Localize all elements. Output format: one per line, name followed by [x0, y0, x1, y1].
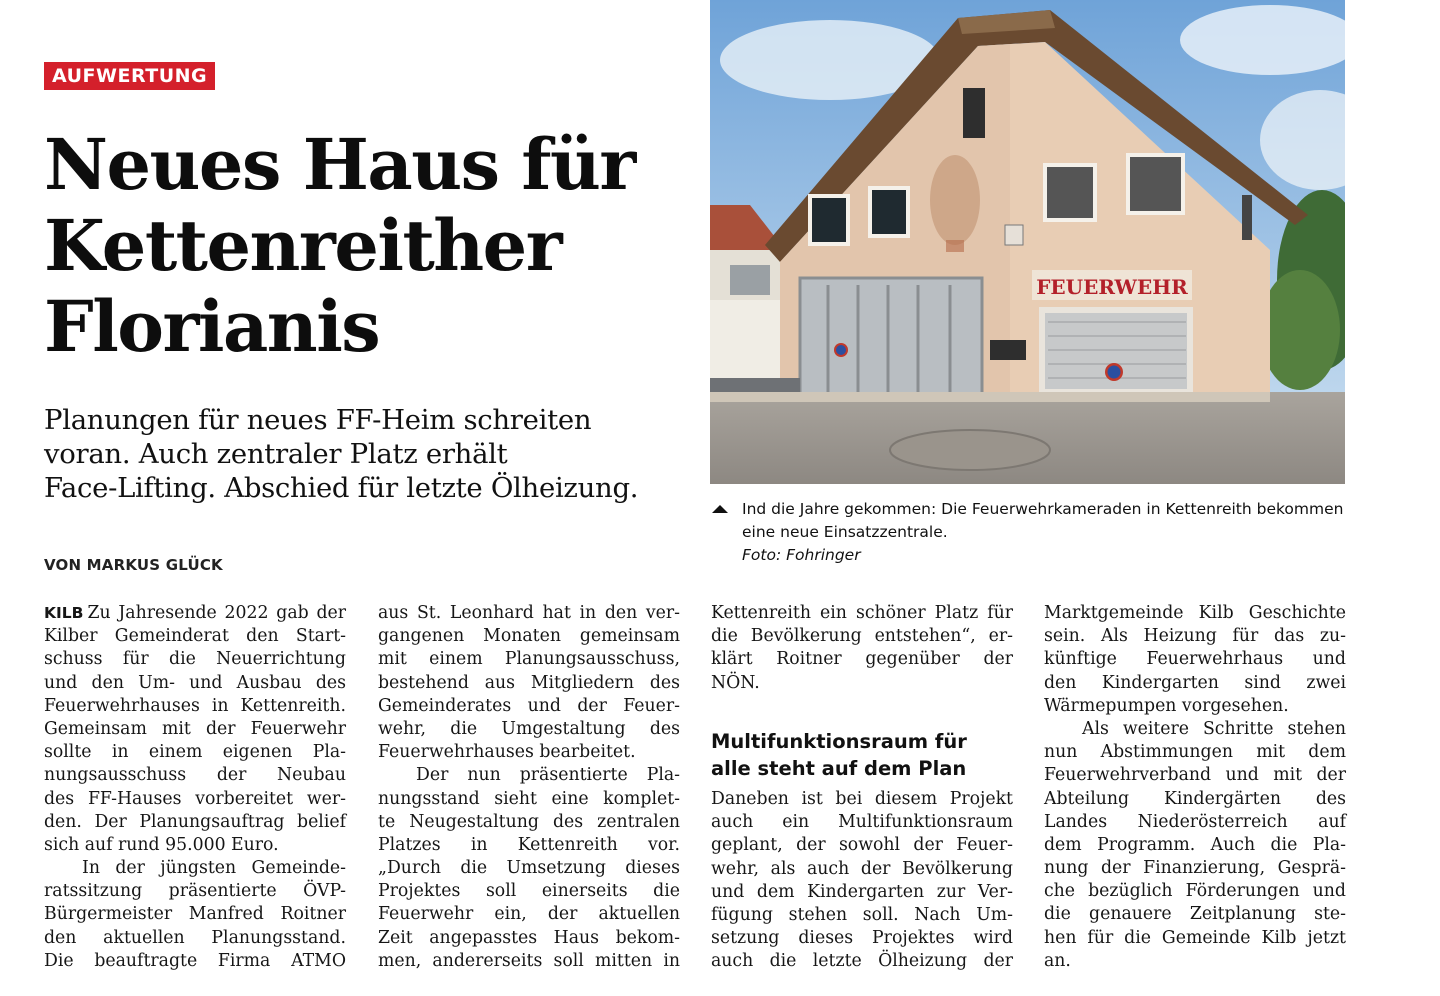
- text-line: Gemeinderates und der Feuer-: [378, 695, 680, 716]
- text-line: künftige Feuerwehrhaus und: [1044, 649, 1346, 670]
- article-column-3-continued: [711, 788, 1013, 974]
- text-line: die genauere Zeitplanung ste-: [1044, 904, 1346, 925]
- dateline: KILB: [44, 604, 84, 622]
- text-line: setzung dieses Projektes wird: [711, 928, 1013, 949]
- byline: VON MARKUS GLÜCK: [44, 556, 223, 574]
- text-line: Zeit angepasstes Haus bekom-: [378, 927, 680, 948]
- photo-credit: Foto: Fohringer: [742, 546, 861, 564]
- text-line: die Bevölkerung entstehen“, er-: [711, 626, 1013, 647]
- text-line: Platzes in Kettenreith vor.: [378, 834, 680, 855]
- text-line: wehr, als auch der Bevölkerung: [711, 858, 1013, 879]
- caption-line: eine neue Einsatzzentrale.: [742, 523, 948, 541]
- article-column-1: [44, 602, 346, 973]
- text-line: bestehend aus Mitgliedern des: [378, 672, 680, 693]
- text-line: nun Abstimmungen mit dem: [1044, 742, 1346, 763]
- caption-line: Ind die Jahre gekommen: Die Feuerwehrkameraden in Kettenreith bekommen: [742, 500, 1344, 518]
- section-subheading: [711, 728, 967, 782]
- text-line: sollte in einem eigenen Pla-: [44, 742, 346, 763]
- subheading-line: alle steht auf dem Plan: [711, 757, 967, 780]
- text-line: Feuerwehrverband und mit der: [1044, 765, 1346, 786]
- caption-arrow-icon: [712, 505, 728, 513]
- text-line: an.: [1044, 950, 1071, 971]
- text-line: sein. Als Heizung für das zu-: [1044, 626, 1346, 647]
- text-line: und dem Kindergarten zur Ver-: [711, 881, 1013, 902]
- fire-station-photo: [710, 0, 1345, 484]
- text-line: Projektes soll einerseits die: [378, 881, 680, 902]
- text-line: fügung stehen soll. Nach Um-: [711, 904, 1013, 925]
- text-line: schuss für die Neuerrichtung: [44, 649, 346, 670]
- article-column-2: [378, 602, 680, 973]
- text-line: Daneben ist bei diesem Projekt: [711, 789, 1013, 809]
- text-line: Marktgemeinde Kilb Geschichte: [1044, 603, 1346, 623]
- subhead-line: voran. Auch zentraler Platz erhält: [44, 438, 508, 470]
- text-line: In der jüngsten Gemeinde-: [82, 858, 346, 879]
- text-line: Bürgermeister Manfred Roitner: [44, 904, 346, 925]
- text-line: Kilber Gemeinderat den Start-: [44, 626, 346, 647]
- text-line: gangenen Monaten gemeinsam: [378, 626, 680, 647]
- text-line: den Kindergarten sind zwei: [1044, 672, 1346, 693]
- text-line: „Durch die Umsetzung dieses: [378, 858, 680, 879]
- text-line: Die beauftragte Firma ATMO: [44, 950, 346, 971]
- text-line: den aktuellen Planungsstand.: [44, 927, 346, 948]
- headline-line: Florianis: [44, 285, 380, 368]
- text-line: aus St. Leonhard hat in den ver-: [378, 603, 680, 623]
- text-line: wehr, die Umgestaltung des: [378, 718, 680, 739]
- text-line: geplant, der sowohl der Feuer-: [711, 835, 1013, 856]
- text-line: Kettenreith ein schöner Platz für: [711, 603, 1013, 623]
- text-line: dem Programm. Auch die Pla-: [1044, 834, 1346, 855]
- text-line: Feuerwehr ein, der aktuellen: [378, 904, 680, 925]
- text-line: klärt Roitner gegenüber der: [711, 649, 1013, 670]
- text-line: nungsstand sieht eine komplet-: [378, 788, 680, 809]
- text-line: te Neugestaltung des zentralen: [378, 811, 680, 832]
- headline-line: Kettenreither: [44, 204, 562, 287]
- text-line: des FF-Hauses vorbereitet wer-: [44, 788, 346, 809]
- text-line: Landes Niederösterreich auf: [1044, 811, 1346, 832]
- subheadline: [44, 403, 694, 505]
- photo-caption: [712, 498, 1352, 567]
- text-line: Der nun präsentierte Pla-: [416, 765, 680, 786]
- article-column-4: [1044, 602, 1346, 973]
- text-line: Als weitere Schritte stehen: [1082, 718, 1346, 739]
- subheading-line: Multifunktionsraum für: [711, 730, 967, 753]
- text-line: Feuerwehrhauses bearbeitet.: [378, 742, 636, 763]
- text-line: Wärmepumpen vorgesehen.: [1044, 695, 1289, 716]
- text-line: den. Der Planungsauftrag belief: [44, 811, 346, 832]
- text-line: mit einem Planungsausschuss,: [378, 649, 680, 670]
- text-line: sich auf rund 95.000 Euro.: [44, 834, 279, 855]
- article-column-3: [711, 602, 1013, 695]
- subhead-line: Face-Lifting. Abschied für letzte Ölheizung.: [44, 472, 639, 504]
- text-line: hen für die Gemeinde Kilb jetzt: [1044, 927, 1346, 948]
- headline-line: Neues Haus für: [44, 123, 635, 206]
- text-line: KILB Zu Jahresende 2022 gab der: [44, 603, 346, 623]
- text-line: Abteilung Kindergärten des: [1044, 788, 1346, 809]
- text-line: auch ein Multifunktionsraum: [711, 812, 1013, 833]
- text-line: Feuerwehrhauses in Kettenreith.: [44, 695, 346, 716]
- text-line: men, andererseits soll mitten in: [378, 950, 680, 971]
- subhead-line: Planungen für neues FF-Heim schreiten: [44, 404, 592, 436]
- text-line: che bezüglich Förderungen und: [1044, 881, 1346, 902]
- text-line: NÖN.: [711, 672, 760, 693]
- feuerwehr-sign: FEUERWEHR: [1036, 275, 1188, 299]
- text-line: nung der Finanzierung, Gesprä-: [1044, 858, 1346, 879]
- headline: [44, 124, 684, 367]
- text-line: auch die letzte Ölheizung der: [711, 951, 1013, 972]
- text-line: ratssitzung präsentierte ÖVP-: [44, 881, 346, 902]
- kicker-label: AUFWERTUNG: [44, 62, 215, 90]
- text-line: Gemeinsam mit der Feuerwehr: [44, 718, 346, 739]
- text-line: nungsausschuss der Neubau: [44, 765, 346, 786]
- text-line: und den Um- und Ausbau des: [44, 672, 346, 693]
